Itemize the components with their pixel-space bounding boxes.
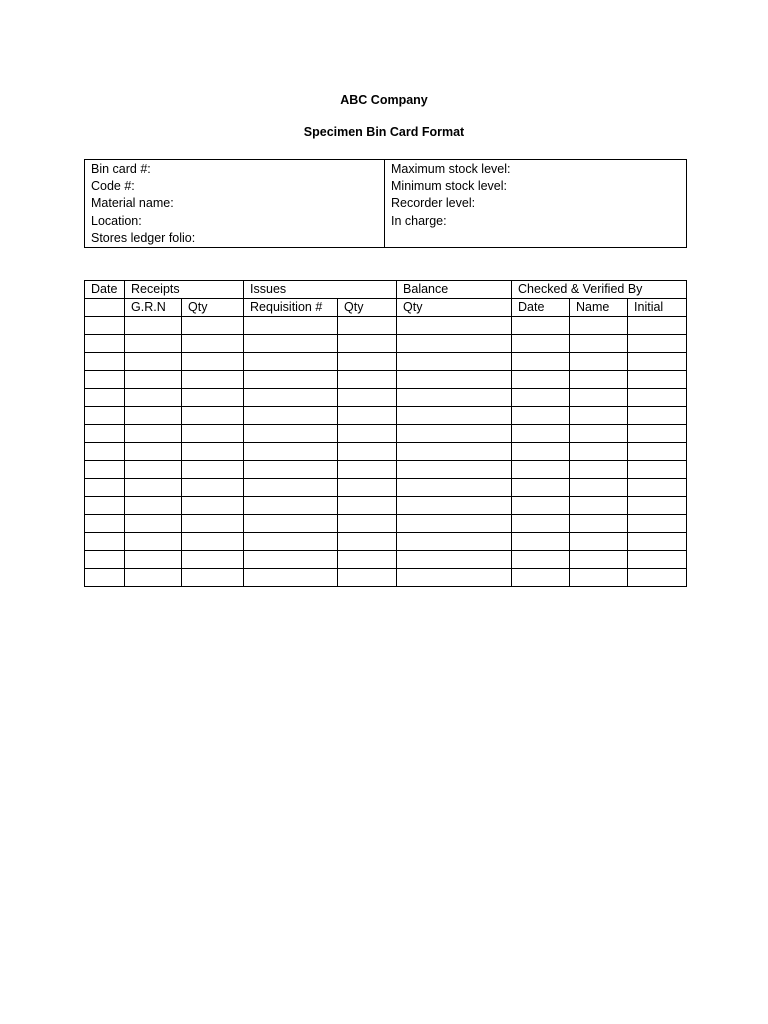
company-name: ABC Company: [340, 93, 428, 107]
info-row: [85, 160, 687, 248]
receipts-qty-cell: [182, 551, 244, 569]
issues-qty-cell: [338, 425, 397, 443]
date-cell: [85, 317, 125, 335]
bin-card-info-table: [84, 159, 687, 248]
receipts-qty-cell: [182, 335, 244, 353]
requisition-cell: [244, 353, 338, 371]
requisition-cell: [244, 497, 338, 515]
check-initial-cell: [628, 479, 687, 497]
check-date-cell: [512, 335, 570, 353]
requisition-cell: [244, 551, 338, 569]
check-initial-cell: [628, 515, 687, 533]
receipts-qty-cell: [182, 461, 244, 479]
sub-header-row: [85, 299, 687, 317]
grn-cell: [125, 551, 182, 569]
requisition-cell: [244, 461, 338, 479]
ledger-body: [85, 281, 687, 587]
date-cell: [85, 515, 125, 533]
grn-cell: [125, 371, 182, 389]
date-cell: [85, 533, 125, 551]
date-header: Date: [85, 281, 125, 299]
issues-qty-cell: [338, 497, 397, 515]
bin-card-ledger-table: [84, 280, 687, 587]
check-initial-cell: [628, 569, 687, 587]
table-row: [85, 479, 687, 497]
issues-qty-cell: [338, 533, 397, 551]
check-name-cell: [570, 515, 628, 533]
issues-qty-cell: [338, 569, 397, 587]
balance-qty-cell: [397, 479, 512, 497]
grn-cell: [125, 461, 182, 479]
balance-qty-cell: [397, 551, 512, 569]
table-row: [85, 569, 687, 587]
receipts-qty-cell: [182, 497, 244, 515]
issues-qty-cell: [338, 551, 397, 569]
balance-header: Balance: [397, 281, 512, 299]
balance-qty-header: Qty: [397, 299, 512, 317]
table-row: [85, 515, 687, 533]
requisition-cell: [244, 515, 338, 533]
balance-qty-cell: [397, 371, 512, 389]
table-row: [85, 407, 687, 425]
receipts-qty-cell: [182, 407, 244, 425]
material-name-label: Material name:: [91, 196, 174, 211]
check-name-cell: [570, 479, 628, 497]
balance-qty-cell: [397, 497, 512, 515]
date-cell: [85, 479, 125, 497]
balance-qty-cell: [397, 407, 512, 425]
requisition-cell: [244, 479, 338, 497]
balance-qty-cell: [397, 569, 512, 587]
check-date-cell: [512, 461, 570, 479]
balance-qty-cell: [397, 515, 512, 533]
table-row: [85, 389, 687, 407]
issues-qty-cell: [338, 353, 397, 371]
grn-cell: [125, 389, 182, 407]
table-row: [85, 497, 687, 515]
requisition-cell: [244, 371, 338, 389]
table-row: [85, 551, 687, 569]
check-date-cell: [512, 371, 570, 389]
grn-cell: [125, 479, 182, 497]
date-cell: [85, 443, 125, 461]
check-name-cell: [570, 443, 628, 461]
receipts-qty-cell: [182, 371, 244, 389]
check-date-cell: [512, 353, 570, 371]
balance-qty-cell: [397, 335, 512, 353]
check-name-cell: [570, 461, 628, 479]
grn-cell: [125, 335, 182, 353]
table-row: [85, 461, 687, 479]
check-initial-header: Initial: [628, 299, 687, 317]
grn-header: G.R.N: [125, 299, 182, 317]
check-initial-cell: [628, 407, 687, 425]
date-cell: [85, 371, 125, 389]
check-name-cell: [570, 353, 628, 371]
date-cell: [85, 425, 125, 443]
grn-cell: [125, 425, 182, 443]
grn-cell: [125, 515, 182, 533]
check-name-cell: [570, 407, 628, 425]
check-date-cell: [512, 389, 570, 407]
check-date-cell: [512, 425, 570, 443]
requisition-cell: [244, 533, 338, 551]
bin-card-number-label: Bin card #:: [91, 162, 151, 176]
requisition-cell: [244, 335, 338, 353]
issues-qty-header: Qty: [338, 299, 397, 317]
issues-qty-cell: [338, 461, 397, 479]
check-name-cell: [570, 317, 628, 335]
check-date-cell: [512, 551, 570, 569]
issues-qty-cell: [338, 317, 397, 335]
requisition-cell: [244, 425, 338, 443]
grn-cell: [125, 353, 182, 371]
code-number-label: Code #:: [91, 179, 135, 194]
receipts-qty-cell: [182, 389, 244, 407]
maximum-stock-level-label: Maximum stock level:: [391, 162, 511, 176]
issues-qty-cell: [338, 335, 397, 353]
date-cell: [85, 551, 125, 569]
balance-qty-cell: [397, 461, 512, 479]
table-row: [85, 533, 687, 551]
check-name-cell: [570, 425, 628, 443]
check-date-cell: [512, 533, 570, 551]
check-initial-cell: [628, 443, 687, 461]
location-label: Location:: [91, 213, 142, 228]
check-initial-cell: [628, 497, 687, 515]
issues-header: Issues: [244, 281, 397, 299]
requisition-cell: [244, 443, 338, 461]
table-row: [85, 425, 687, 443]
table-row: [85, 335, 687, 353]
check-date-cell: [512, 497, 570, 515]
issues-qty-cell: [338, 515, 397, 533]
check-date-header: Date: [512, 299, 570, 317]
check-date-cell: [512, 479, 570, 497]
date-cell: [85, 335, 125, 353]
check-name-cell: [570, 389, 628, 407]
balance-qty-cell: [397, 533, 512, 551]
date-subheader-blank: [85, 299, 125, 317]
requisition-cell: [244, 407, 338, 425]
check-date-cell: [512, 407, 570, 425]
check-date-cell: [512, 443, 570, 461]
grn-cell: [125, 407, 182, 425]
issues-qty-cell: [338, 479, 397, 497]
issues-qty-cell: [338, 443, 397, 461]
receipts-qty-cell: [182, 353, 244, 371]
receipts-qty-cell: [182, 533, 244, 551]
check-name-header: Name: [570, 299, 628, 317]
check-initial-cell: [628, 551, 687, 569]
check-date-cell: [512, 317, 570, 335]
requisition-cell: [244, 569, 338, 587]
grn-cell: [125, 317, 182, 335]
date-cell: [85, 407, 125, 425]
requisition-cell: [244, 317, 338, 335]
table-row: [85, 353, 687, 371]
balance-qty-cell: [397, 443, 512, 461]
check-name-cell: [570, 371, 628, 389]
grn-cell: [125, 443, 182, 461]
receipts-qty-cell: [182, 317, 244, 335]
balance-qty-cell: [397, 317, 512, 335]
table-row: [85, 371, 687, 389]
balance-qty-cell: [397, 425, 512, 443]
date-cell: [85, 461, 125, 479]
issues-qty-cell: [338, 389, 397, 407]
check-name-cell: [570, 497, 628, 515]
check-initial-cell: [628, 389, 687, 407]
grn-cell: [125, 569, 182, 587]
info-right-cell: [385, 160, 687, 248]
requisition-cell: [244, 389, 338, 407]
balance-qty-cell: [397, 389, 512, 407]
check-initial-cell: [628, 353, 687, 371]
table-row: [85, 443, 687, 461]
receipts-qty-cell: [182, 569, 244, 587]
grn-cell: [125, 497, 182, 515]
checked-verified-header: Checked & Verified By: [512, 281, 687, 299]
receipts-qty-cell: [182, 515, 244, 533]
check-initial-cell: [628, 371, 687, 389]
receipts-qty-header: Qty: [182, 299, 244, 317]
check-initial-cell: [628, 461, 687, 479]
issues-qty-cell: [338, 407, 397, 425]
date-cell: [85, 569, 125, 587]
check-initial-cell: [628, 317, 687, 335]
recorder-level-label: Recorder level:: [391, 196, 476, 211]
minimum-stock-level-label: Minimum stock level:: [391, 179, 507, 194]
check-initial-cell: [628, 425, 687, 443]
check-initial-cell: [628, 335, 687, 353]
grn-cell: [125, 533, 182, 551]
date-cell: [85, 353, 125, 371]
balance-qty-cell: [397, 353, 512, 371]
requisition-header: Requisition #: [244, 299, 338, 317]
issues-qty-cell: [338, 371, 397, 389]
check-initial-cell: [628, 533, 687, 551]
check-date-cell: [512, 569, 570, 587]
stores-ledger-folio-label: Stores ledger folio:: [91, 230, 196, 245]
receipts-qty-cell: [182, 443, 244, 461]
check-name-cell: [570, 335, 628, 353]
receipts-header: Receipts: [125, 281, 244, 299]
check-name-cell: [570, 533, 628, 551]
date-cell: [85, 389, 125, 407]
document-title: Specimen Bin Card Format: [303, 125, 465, 139]
receipts-qty-cell: [182, 425, 244, 443]
table-row: [85, 317, 687, 335]
receipts-qty-cell: [182, 479, 244, 497]
check-date-cell: [512, 515, 570, 533]
group-header-row: [85, 281, 687, 299]
date-cell: [85, 497, 125, 515]
check-name-cell: [570, 569, 628, 587]
check-name-cell: [570, 551, 628, 569]
in-charge-label: In charge:: [391, 213, 447, 228]
info-left-cell: [85, 160, 385, 248]
